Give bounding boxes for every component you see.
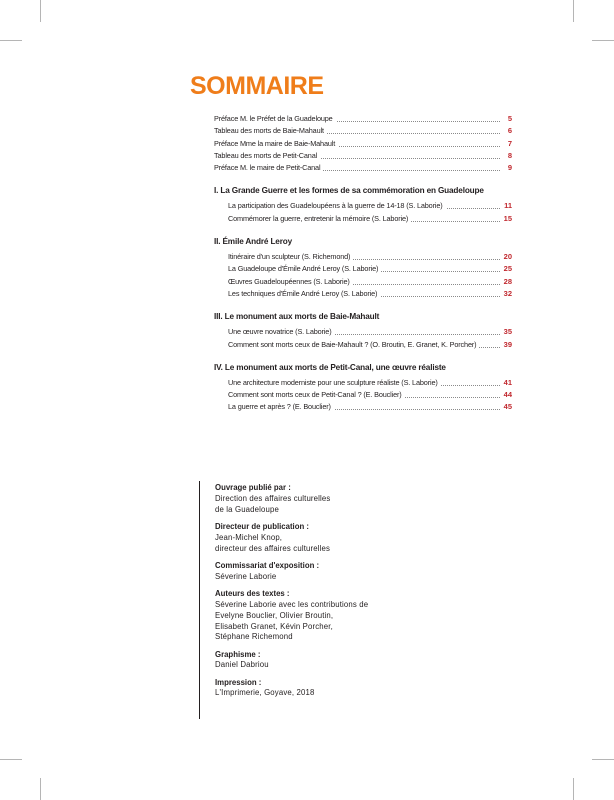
toc-section-title: IV. Le monument aux morts de Petit-Canal, une œuvre réaliste	[214, 362, 446, 372]
toc-page-number: 11	[504, 201, 512, 211]
toc-sections	[214, 184, 514, 413]
crop-mark	[592, 759, 614, 760]
colophon-line: Séverine Laborie avec les contributions de	[215, 599, 369, 609]
toc-entry	[228, 213, 514, 225]
crop-mark	[573, 0, 574, 22]
toc-entry	[228, 251, 514, 263]
toc-entry-title: Œuvres Guadeloupéennes (S. Laborie)	[228, 277, 353, 286]
crop-mark	[40, 0, 41, 22]
toc-entry-title: Préface M. le Préfet de la Guadeloupe	[214, 114, 336, 123]
colophon-label: Auteurs des textes :	[215, 588, 290, 598]
colophon-label: Ouvrage publié par :	[215, 483, 291, 492]
toc-entry-title: Tableau des morts de Baie-Mahault	[214, 126, 327, 135]
colophon-line: Evelyne Bouclier, Olivier Broutin,	[215, 610, 334, 620]
toc-entry-title: Comment sont morts ceux de Baie-Mahault ? (O. Broutin, E. Granet, K. Porcher)	[228, 340, 479, 349]
toc-entry	[228, 200, 514, 212]
toc-entry	[214, 113, 514, 125]
toc-page-number: 28	[503, 276, 512, 286]
toc-entry-title: Itinéraire d'un sculpteur (S. Richemond)	[228, 252, 353, 261]
toc-entry	[214, 125, 514, 137]
toc-page-number: 9	[507, 163, 512, 173]
colophon-item	[215, 678, 399, 700]
toc-page-number: 6	[507, 126, 512, 136]
toc-entry	[228, 288, 514, 300]
colophon-line: Stéphane Richemond	[215, 632, 293, 642]
colophon-item	[215, 650, 399, 672]
toc-entry	[228, 326, 514, 338]
toc-entry	[228, 276, 514, 288]
colophon-label: Directeur de publication :	[215, 521, 310, 531]
colophon-label: Graphisme :	[215, 649, 261, 659]
crop-mark	[40, 778, 41, 800]
toc-entry-title: Une œuvre novatrice (S. Laborie)	[228, 327, 334, 336]
toc-page-number: 8	[507, 150, 512, 160]
colophon-label: Commissariat d'exposition :	[215, 560, 320, 570]
colophon-line: Elisabeth Granet, Kévin Porcher,	[215, 621, 333, 631]
colophon-line: L'Imprimerie, Goyave, 2018	[215, 688, 315, 698]
toc-page-number: 15	[503, 213, 512, 223]
toc-section	[214, 235, 514, 300]
toc-entry-title: Comment sont morts ceux de Petit-Canal ? (E. Bouclier)	[228, 390, 405, 399]
toc-entry	[214, 162, 514, 174]
toc-entry	[228, 339, 514, 351]
toc-entry-title: Tableau des morts de Petit-Canal	[214, 151, 320, 160]
toc-entry-title: La Guadeloupe d'Émile André Leroy (S. Laborie)	[228, 264, 381, 273]
toc-page-number: 39	[503, 339, 512, 349]
crop-mark	[573, 778, 574, 800]
toc-page-number: 44	[503, 390, 512, 400]
toc-section	[214, 310, 514, 351]
toc-page-number: 32	[503, 288, 512, 298]
toc-page-number: 25	[503, 264, 512, 274]
colophon-line: directeur des affaires culturelles	[215, 543, 331, 553]
toc-entry-title: Préface Mme la maire de Baie-Mahault	[214, 139, 338, 148]
colophon-item	[215, 483, 399, 516]
toc-page-number: 5	[507, 114, 512, 123]
toc-section-title: III. Le monument aux morts de Baie-Mahault	[214, 312, 380, 322]
toc-entry-title: Les techniques d'Émile André Leroy (S. Laborie)	[228, 289, 380, 298]
crop-mark	[0, 759, 22, 760]
toc-section	[214, 361, 514, 414]
colophon-line: Jean-Michel Knop,	[215, 532, 283, 542]
toc-entry	[228, 389, 514, 401]
colophon-item	[215, 561, 399, 583]
toc-page-number: 41	[503, 377, 512, 387]
colophon-item	[215, 589, 399, 644]
colophon-line: Séverine Laborie	[215, 571, 277, 581]
colophon-line: Daniel Dabriou	[215, 660, 269, 670]
table-of-contents	[214, 113, 514, 414]
toc-entry-title: Commémorer la guerre, entretenir la mémoire (S. Laborie)	[228, 214, 411, 223]
toc-intro	[214, 113, 514, 174]
toc-entry-title: La guerre et après ? (E. Bouclier)	[228, 402, 334, 411]
toc-entry-title: La participation des Guadeloupéens à la guerre de 14-18 (S. Laborie)	[228, 201, 446, 210]
toc-page-number: 45	[503, 402, 512, 412]
toc-entry	[228, 263, 514, 275]
toc-entry	[228, 377, 514, 389]
toc-section	[214, 184, 514, 225]
colophon	[199, 481, 399, 719]
toc-entry-title: Une architecture moderniste pour une sculpture réaliste (S. Laborie)	[228, 378, 441, 387]
toc-section-title: I. La Grande Guerre et les formes de sa commémoration en Guadeloupe	[214, 186, 484, 196]
colophon-item	[215, 522, 399, 555]
toc-entry	[214, 138, 514, 150]
colophon-line: de la Guadeloupe	[215, 504, 279, 514]
toc-page-number: 20	[503, 252, 512, 262]
toc-page-number: 7	[507, 138, 512, 148]
colophon-label: Impression :	[215, 677, 262, 687]
crop-mark	[0, 40, 22, 41]
toc-section-title: II. Émile André Leroy	[214, 237, 292, 247]
toc-entry	[228, 401, 514, 413]
toc-entry-title: Préface M. le maire de Petit-Canal	[214, 163, 323, 172]
toc-page-number: 35	[503, 327, 512, 337]
colophon-line: Direction des affaires culturelles	[215, 493, 331, 503]
page-title: SOMMAIRE	[190, 72, 324, 100]
crop-mark	[592, 40, 614, 41]
toc-entry	[214, 150, 514, 162]
